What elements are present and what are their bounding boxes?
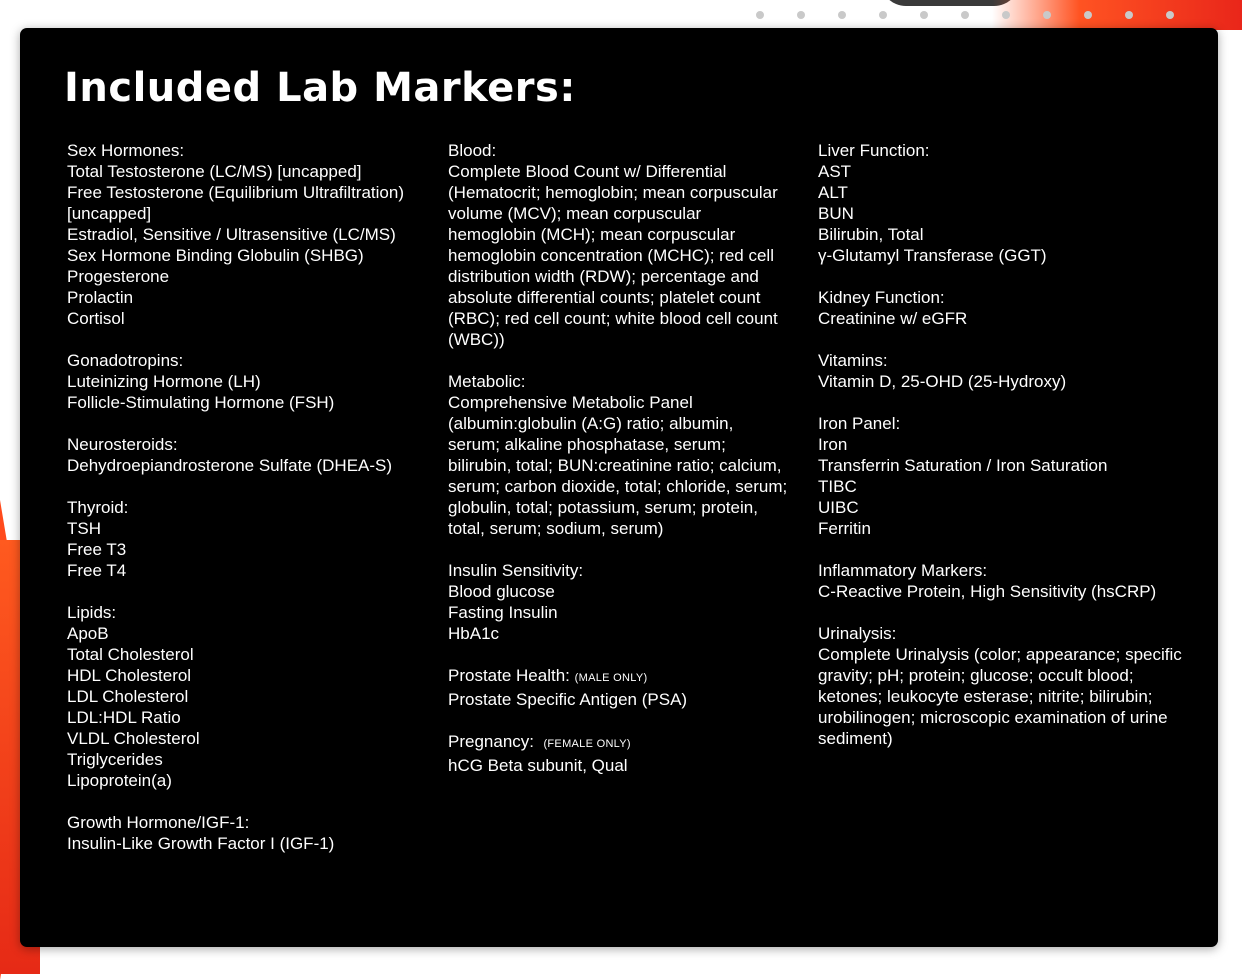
section-heading: Liver Function: [818,141,930,160]
marker-item: Progesterone [67,267,170,286]
marker-item: C-Reactive Protein, High Sensitivity (hsCRP) [818,582,1157,601]
marker-item: ApoB [67,624,109,643]
marker-section [448,665,788,710]
section-heading: Growth Hormone/IGF-1: [67,813,250,832]
marker-section [818,623,1198,749]
marker-item: TIBC [818,477,857,496]
marker-section [67,497,442,581]
marker-item: Blood glucose [448,582,555,601]
marker-item: Comprehensive Metabolic Panel (albumin:globulin (A:G) ratio; albumin, serum; alkaline phosphatase, serum; bilirubin, total; BUN:creatinine ratio; calcium, serum; carbon dioxide, total; chloride, serum; globulin, total; potassium, serum; protein, total, serum; sodium, serum) [448,393,788,538]
marker-item: AST [818,162,852,181]
marker-section [448,140,788,350]
marker-item: Triglycerides [67,750,163,769]
marker-section [67,140,442,329]
marker-item: Free T4 [67,561,127,580]
marker-item: UIBC [818,498,859,517]
marker-item: Transferrin Saturation / Iron Saturation [818,456,1108,475]
marker-item: Vitamin D, 25-OHD (25-Hydroxy) [818,372,1067,391]
marker-section [818,287,1198,329]
marker-section [818,413,1198,539]
marker-item: LDL Cholesterol [67,687,189,706]
section-heading-text: Pregnancy: [448,732,534,751]
marker-item: TSH [67,519,101,538]
lab-markers-card [20,28,1218,947]
marker-item: Insulin-Like Growth Factor I (IGF-1) [67,834,335,853]
marker-item: hCG Beta subunit, Qual [448,756,628,775]
marker-item: HDL Cholesterol [67,666,192,685]
section-heading [448,731,788,755]
marker-section [448,371,788,539]
section-heading [448,665,788,689]
marker-item: Dehydroepiandrosterone Sulfate (DHEA-S) [67,456,393,475]
marker-section [67,350,442,413]
marker-item: Iron [818,435,848,454]
section-heading: Sex Hormones: [67,141,185,160]
marker-item: Free T3 [67,540,127,559]
markers-column-3 [818,140,1198,770]
section-heading: Insulin Sensitivity: [448,561,584,580]
section-heading: Blood: [448,141,497,160]
section-heading: Thyroid: [67,498,129,517]
marker-item: VLDL Cholesterol [67,729,200,748]
section-heading: Inflammatory Markers: [818,561,988,580]
marker-item: Lipoprotein(a) [67,771,172,790]
marker-item: Prolactin [67,288,134,307]
marker-item: Luteinizing Hormone (LH) [67,372,261,391]
marker-item: Sex Hormone Binding Globulin (SHBG) [67,246,364,265]
markers-column-1 [67,140,442,875]
section-heading: Neurosteroids: [67,435,178,454]
marker-section [448,560,788,644]
decorative-dots [756,11,1174,19]
marker-item: Follicle-Stimulating Hormone (FSH) [67,393,335,412]
marker-item: γ-Glutamyl Transferase (GGT) [818,246,1047,265]
section-heading-text: Prostate Health: [448,666,570,685]
section-heading: Kidney Function: [818,288,945,307]
marker-item: Total Cholesterol [67,645,194,664]
marker-item: Bilirubin, Total [818,225,924,244]
marker-item: LDL:HDL Ratio [67,708,181,727]
section-heading: Urinalysis: [818,624,897,643]
marker-item: Estradiol, Sensitive / Ultrasensitive (LC/MS) [67,225,396,244]
marker-item: Cortisol [67,309,125,328]
marker-item: Complete Blood Count w/ Differential (Hematocrit; hemoglobin; mean corpuscular volume (MCV); mean corpuscular hemoglobin (MCH); mean corpuscular hemoglobin concentration (MCHC); red cell distribution width (RDW); percentage and absolute differential counts; platelet count (RBC); red cell count; white blood cell count (WBC)) [448,162,778,349]
marker-item: Prostate Specific Antigen (PSA) [448,690,688,709]
marker-section [67,434,442,476]
marker-item: Fasting Insulin [448,603,558,622]
section-note: (MALE ONLY) [574,672,648,684]
marker-item: Total Testosterone (LC/MS) [uncapped] [67,162,362,181]
marker-item: Ferritin [818,519,871,538]
marker-section [67,602,442,791]
markers-column-2 [448,140,788,797]
page-title: Included Lab Markers: [64,65,576,111]
section-heading: Vitamins: [818,351,888,370]
marker-section [448,731,788,776]
marker-item: ALT [818,183,848,202]
marker-item: BUN [818,204,854,223]
marker-item: HbA1c [448,624,500,643]
section-heading: Gonadotropins: [67,351,184,370]
marker-section [818,560,1198,602]
marker-section [67,812,442,854]
marker-section [818,140,1198,266]
section-heading: Lipids: [67,603,117,622]
marker-section [818,350,1198,392]
section-heading: Iron Panel: [818,414,901,433]
marker-item: Free Testosterone (Equilibrium Ultrafiltration) [uncapped] [67,183,404,223]
section-heading: Metabolic: [448,372,526,391]
marker-item: Complete Urinalysis (color; appearance; specific gravity; pH; protein; glucose; occult blood; ketones; leukocyte esterase; nitrite; bilirubin; urobilinogen; microscopic examination of urine sediment) [818,645,1182,748]
section-note: (FEMALE ONLY) [543,738,631,750]
marker-item: Creatinine w/ eGFR [818,309,968,328]
